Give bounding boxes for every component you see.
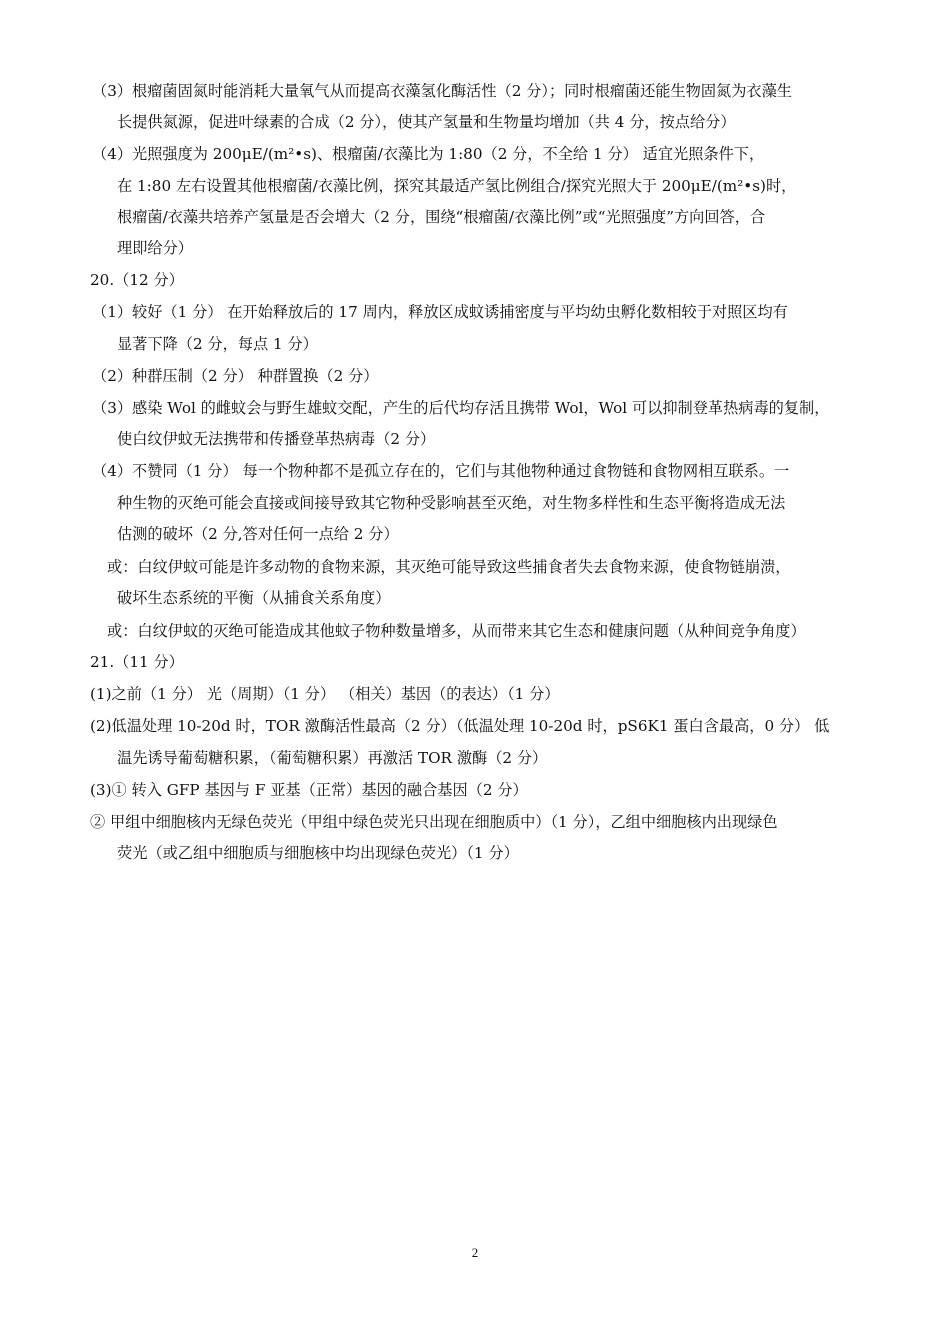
q19-4-line-2: 在 1:80 左右设置其他根瘤菌/衣藻比例，探究其最适产氢比例组合/探究光照大于 200μE/(m²•s)时， xyxy=(117,177,797,195)
q20-4-alt1-line-1: 或：白纹伊蚊可能是许多动物的食物来源，其灭绝可能导致这些捕食者失去食物来源，使食物链崩溃， xyxy=(107,558,791,576)
q21-heading: 21.（11 分） xyxy=(90,653,184,671)
q21-2-line-2: 温先诱导葡萄糖积累，（葡萄糖积累）再激活 TOR 激酶（2 分） xyxy=(117,749,548,767)
page-number: 2 xyxy=(471,1245,479,1260)
q21-1-line-1: (1)之前（1 分） 光（周期）（1 分） （相关）基因（的表达）（1 分） xyxy=(90,685,560,703)
q19-4-line-3: 根瘤菌/衣藻共培养产氢量是否会增大（2 分，围绕“根瘤菌/衣藻比例”或“光照强度”方向回答，合 xyxy=(117,208,766,226)
q21-2-line-1: (2)低温处理 10-20d 时，TOR 激酶活性最高（2 分）（低温处理 10-20d 时，pS6K1 蛋白含最高，0 分） 低 xyxy=(90,717,830,735)
q19-3-line-1: （3）根瘤菌固氮时能消耗大量氧气从而提高衣藻氢化酶活性（2 分）；同时根瘤菌还能生物固氮为衣藻生 xyxy=(92,82,792,100)
q20-1-line-2: 显著下降（2 分，每点 1 分） xyxy=(117,335,318,353)
q20-4-alt2-line-1: 或：白纹伊蚊的灭绝可能造成其他蚊子物种数量增多，从而带来其它生态和健康问题（从种间竞争角度） xyxy=(107,622,806,640)
q20-4-line-2: 种生物的灭绝可能会直接或间接导致其它物种受影响甚至灭绝，对生物多样性和生态平衡将造成无法 xyxy=(117,494,786,512)
q20-3-line-2: 使白纹伊蚊无法携带和传播登革热病毒（2 分） xyxy=(117,430,436,448)
q21-3-line-2: ② 甲组中细胞核内无绿色荧光（甲组中绿色荧光只出现在细胞质中）（1 分），乙组中细胞核内出现绿色 xyxy=(90,813,778,831)
q20-3-line-1: （3）感染 Wol 的雌蚊会与野生雄蚊交配，产生的后代均存活且携带 Wol，Wol 可以抑制登革热病毒的复制， xyxy=(92,399,830,417)
q21-3-line-3: 荧光（或乙组中细胞质与细胞核中均出现绿色荧光）（1 分） xyxy=(117,844,519,862)
q20-4-line-3: 估测的破坏（2 分,答对任何一点给 2 分） xyxy=(117,525,399,543)
q20-1-line-1: （1）较好（1 分） 在开始释放后的 17 周内，释放区成蚊诱捕密度与平均幼虫孵化数相较于对照区均有 xyxy=(92,303,788,321)
q20-4-alt1-line-2: 破坏生态系统的平衡（从捕食关系角度） xyxy=(117,589,391,607)
q20-heading: 20.（12 分） xyxy=(90,271,184,289)
q20-4-line-1: （4）不赞同（1 分） 每一个物种都不是孤立存在的，它们与其他物种通过食物链和食物网相互联系。一 xyxy=(92,462,790,480)
q20-2-line-1: （2）种群压制（2 分） 种群置换（2 分） xyxy=(92,367,379,385)
q19-4-line-1: （4）光照强度为 200μE/(m²•s)、根瘤菌/衣藻比为 1:80（2 分，不全给 1 分） 适宜光照条件下， xyxy=(92,145,765,163)
q19-4-line-4: 理即给分） xyxy=(117,239,193,257)
q21-3-line-1: (3)① 转入 GFP 基因与 F 亚基（正常）基因的融合基因（2 分） xyxy=(90,781,528,799)
q19-3-line-2: 长提供氮源，促进叶绿素的合成（2 分），使其产氢量和生物量均增加（共 4 分，按点给分） xyxy=(117,113,736,131)
